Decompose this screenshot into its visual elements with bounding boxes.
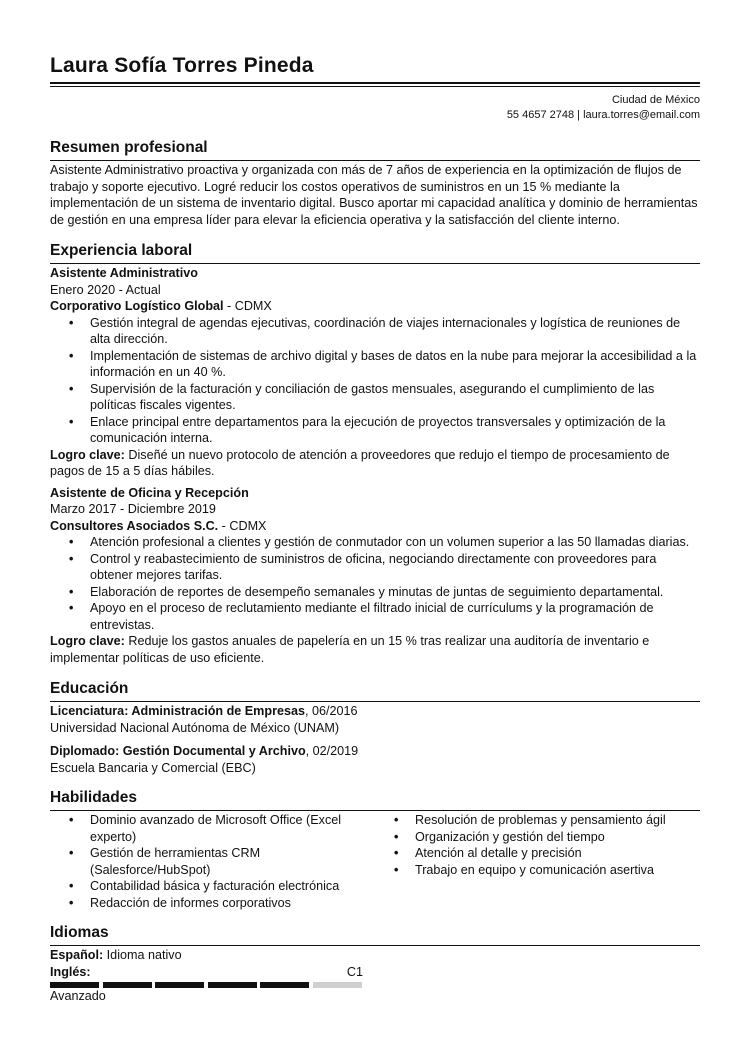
education-title: Educación (50, 680, 129, 697)
level-segment-filled (155, 982, 204, 988)
resume-page (50, 0, 700, 1005)
job-location: - CDMX (223, 299, 272, 313)
skill-text: Atención al detalle y precisión (415, 846, 582, 860)
skills-title: Habilidades (50, 789, 137, 806)
skills-section (50, 788, 700, 911)
skill-text: Gestión de herramientas CRM (Salesforce/HubSpot) (90, 846, 261, 877)
job-company: Consultores Asociados S.C. (50, 518, 219, 533)
list-item (50, 600, 700, 633)
job-bullets (50, 534, 700, 633)
header-rule (50, 82, 700, 84)
bullet-icon: • (69, 414, 74, 429)
bullet-text: Apoyo en el proceso de reclutamiento mediante el filtrado inicial de currículums y la programación de entrevistas. (90, 601, 654, 632)
achievement-text: Diseñé un nuevo protocolo de atención a proveedores que redujo el tiempo de procesamiento de pagos de 15 a 5 días hábiles. (50, 447, 670, 478)
languages-section (50, 923, 700, 1005)
language-spanish-level: Idioma nativo (103, 948, 182, 962)
list-item (375, 812, 700, 829)
job-role: Asistente de Oficina y Recepción (50, 485, 249, 500)
bullet-text: Supervisión de la facturación y conciliación de gastos mensuales, asegurando el cumplimiento de las políticas fiscales vigentes. (90, 381, 655, 412)
list-item (50, 812, 375, 845)
education-degree: Licenciatura: Administración de Empresas (50, 704, 305, 718)
section-rule (50, 945, 700, 946)
education-date: , 02/2019 (305, 744, 359, 758)
level-segment-filled (103, 982, 152, 988)
job-dates: Marzo 2017 - Diciembre 2019 (50, 502, 216, 516)
contact-phone-email: 55 4657 2748 | laura.torres@email.com (506, 109, 700, 121)
list-item (50, 348, 700, 381)
level-segment-filled (260, 982, 309, 988)
list-item (50, 878, 375, 895)
list-item (50, 381, 700, 414)
section-rule (50, 810, 700, 811)
bullet-icon: • (69, 601, 74, 615)
header-rule-thin (50, 86, 700, 87)
experience-title: Experiencia laboral (50, 242, 193, 259)
skill-text: Organización y gestión del tiempo (415, 829, 605, 844)
bullet-icon: • (69, 879, 74, 893)
education-degree-line (50, 703, 700, 720)
language-english (50, 964, 363, 981)
language-spanish-label: Español: (50, 948, 104, 962)
education-item (50, 703, 700, 736)
bullet-text: Enlace principal entre departamentos para la ejecución de proyectos transversales y optimización de la comunicación interna. (90, 414, 666, 445)
bullet-icon: • (69, 315, 74, 330)
bullet-text: Atención profesional a clientes y gestión de conmutador con un volumen superior a las 50 llamadas diarias. (90, 535, 690, 549)
achievement-text: Reduje los gastos anuales de papelería en un 15 % tras realizar una auditoría de inventario e implementar políticas de uso eficiente. (50, 634, 650, 665)
languages-title: Idiomas (50, 924, 109, 941)
bullet-text: Implementación de sistemas de archivo digital y bases de datos en la nube para mejorar la accesibilidad a la información en un 40 %. (90, 348, 697, 379)
list-item (375, 829, 700, 846)
language-spanish (50, 947, 700, 964)
job-location: - CDMX (218, 518, 267, 533)
job-company-line (50, 298, 700, 315)
list-item (50, 551, 700, 584)
bullet-icon: • (69, 846, 74, 860)
contact-block (50, 93, 700, 123)
skill-text: Resolución de problemas y pensamiento ágil (415, 813, 666, 827)
summary-title: Resumen profesional (50, 139, 208, 156)
achievement-label: Logro clave: (50, 447, 125, 462)
bullet-icon: • (69, 348, 74, 363)
education-item (50, 743, 700, 776)
list-item (50, 845, 375, 878)
bullet-icon: • (69, 895, 74, 910)
skill-text: Contabilidad básica y facturación electrónica (90, 879, 340, 893)
bullet-icon: • (69, 551, 74, 566)
section-rule (50, 263, 700, 264)
job-company: Corporativo Logístico Global (50, 299, 224, 313)
summary-text: Asistente Administrativo proactiva y organizada con más de 7 años de experiencia en la optimización de flujos de trabajo y soporte ejecutivo. Logré reducir los costos operativos de suministros en un 15 % mediante la implementación de un sistema de inventario digital. Busco aportar mi capacidad analítica y dominio de herramientas de gestión en una empresa líder para elevar la eficiencia operativa y la satisfacción del cliente interno. (50, 163, 698, 227)
job-bullets (50, 315, 700, 447)
education-section (50, 679, 700, 776)
summary-section (50, 138, 700, 228)
language-english-cefr: C1 (346, 964, 363, 979)
education-school: Escuela Bancaria y Comercial (EBC) (50, 760, 256, 775)
bullet-icon: • (394, 829, 399, 844)
list-item (50, 414, 700, 447)
list-item (375, 862, 700, 879)
list-item (50, 534, 700, 551)
skills-right-list (375, 812, 700, 911)
skills-columns (50, 812, 700, 911)
experience-section (50, 241, 700, 666)
language-english-level-text: Avanzado (50, 989, 106, 1003)
bullet-icon: • (394, 862, 399, 877)
section-rule (50, 701, 700, 702)
bullet-icon: • (394, 813, 399, 827)
level-segment-filled (208, 982, 257, 988)
contact-city: Ciudad de México (611, 94, 700, 106)
skills-left-list (50, 812, 375, 911)
job-company-line (50, 518, 700, 535)
skill-text: Dominio avanzado de Microsoft Office (Excel experto) (90, 813, 342, 844)
education-degree: Diplomado: Gestión Documental y Archivo (50, 744, 306, 758)
skill-text: Trabajo en equipo y comunicación asertiva (415, 862, 654, 877)
job-achievement (50, 447, 700, 480)
list-item (50, 895, 375, 912)
list-item (50, 584, 700, 601)
bullet-text: Elaboración de reportes de desempeño semanales y minutas de juntas de seguimiento departamental. (90, 584, 664, 599)
job-dates: Enero 2020 - Actual (50, 282, 161, 297)
bullet-icon: • (69, 584, 74, 599)
job-entry (50, 265, 700, 480)
bullet-text: Control y reabastecimiento de suministros de oficina, negociando directamente con proveedores para obtener mejores tarifas. (90, 551, 657, 582)
bullet-icon: • (69, 381, 74, 396)
skill-text: Redacción de informes corporativos (90, 895, 291, 910)
candidate-name: Laura Sofía Torres Pineda (50, 54, 314, 77)
job-role: Asistente Administrativo (50, 266, 198, 280)
level-segment-empty (313, 982, 362, 988)
job-achievement (50, 633, 700, 666)
section-rule (50, 160, 700, 161)
job-entry (50, 485, 700, 667)
education-date: , 06/2016 (305, 704, 358, 718)
bullet-text: Gestión integral de agendas ejecutivas, coordinación de viajes internacionales y logística de reuniones de alta dirección. (90, 315, 681, 346)
achievement-label: Logro clave: (50, 634, 125, 648)
language-english-label: Inglés: (50, 964, 91, 979)
bullet-icon: • (69, 535, 74, 549)
list-item (50, 315, 700, 348)
bullet-icon: • (394, 846, 399, 860)
education-degree-line (50, 743, 700, 760)
education-school: Universidad Nacional Autónoma de México (UNAM) (50, 720, 340, 735)
bullet-icon: • (69, 813, 74, 827)
list-item (375, 845, 700, 862)
